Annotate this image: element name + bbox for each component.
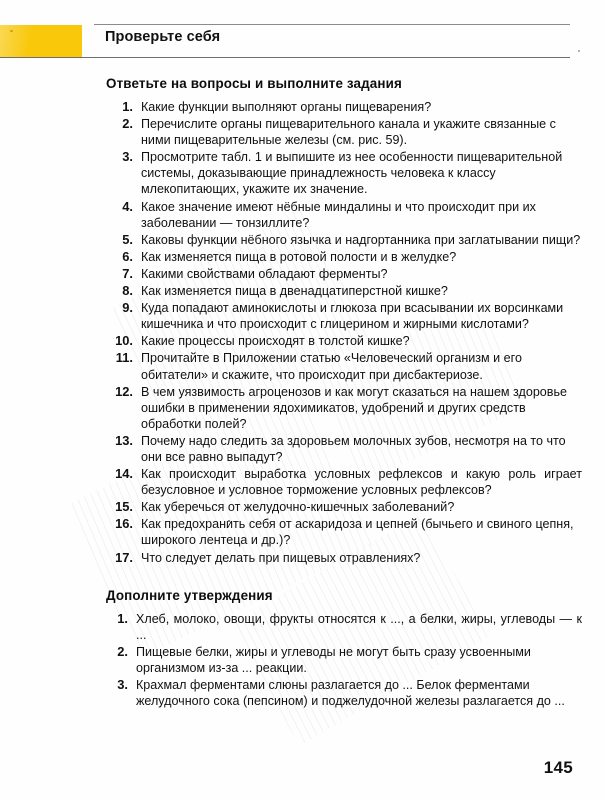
list-item-number: 17. — [115, 549, 133, 565]
list-item — [0, 266, 604, 282]
list-item — [0, 466, 604, 498]
list-item-number: 3. — [122, 149, 133, 165]
list-item — [0, 333, 604, 349]
list-item — [0, 644, 604, 676]
list-item-number: 13. — [115, 432, 133, 448]
list-item-text: Что следует делать при пищевых отравлениях? — [141, 550, 421, 565]
scan-speck — [578, 50, 580, 52]
list-item-text: Просмотрите табл. 1 и выпишите из нее особенности пищеварительной системы, доказывающие принадлежность человека к классу млекопитающих, укажите их значение. — [141, 150, 563, 197]
list-item-text: В чем уязвимость агроценозов и как могут сказаться на нашем здоровье ошибки в применении ядохимикатов, удобрений и других средств обработки полей? — [141, 384, 567, 431]
list-item-number: 8. — [122, 283, 133, 299]
list-item-text: Как предохранить себя от аскаридоза и цепней (бычьего и свиного цепня, широкого лентеца и др.)? — [141, 517, 574, 548]
list-item — [0, 149, 604, 197]
list-item — [0, 611, 604, 643]
list-item — [0, 433, 604, 465]
scan-speck — [10, 30, 13, 32]
list-item-number: 7. — [122, 265, 133, 281]
list-item-text: Как изменяется пища в двенадцатиперстной кишке? — [141, 284, 448, 299]
list-item-number: 11. — [115, 350, 133, 366]
list-item — [0, 199, 604, 231]
list-item-number: 9. — [122, 300, 133, 316]
list-item-number: 2. — [117, 643, 128, 659]
list-item-text: Какие процессы происходят в толстой кишке? — [141, 334, 410, 349]
list-item-text: Как происходит выработка условных рефлексов и какую роль играет безусловное и условное торможение условных рефлексов? — [141, 467, 582, 498]
page-header — [0, 24, 604, 58]
list-item-text: Каковы функции нёбного язычка и надгортанника при заглатывании пищи? — [141, 232, 581, 247]
list-item — [0, 283, 604, 299]
list-item-number: 5. — [122, 231, 133, 247]
list-item — [0, 99, 604, 115]
list-item-number: 16. — [115, 516, 133, 532]
page-title: Проверьте себя — [105, 29, 221, 45]
list-item-number: 10. — [115, 333, 133, 349]
list-item — [0, 300, 604, 332]
list-item-text: Как изменяется пища в ротовой полости и в желудке? — [141, 249, 457, 264]
list-item — [0, 677, 604, 709]
list-item-text: Как уберечься от желудочно-кишечных заболеваний? — [141, 500, 455, 515]
list-item-number: 6. — [122, 248, 133, 264]
list-item-text: Пищевые белки, жиры и углеводы не могут быть сразу усвоенными организмом из-за ... реакции. — [136, 644, 531, 675]
list-item-number: 1. — [122, 99, 133, 114]
list-item-number: 12. — [115, 383, 133, 399]
list-item-text: Какими свойствами обладают ферменты? — [141, 266, 388, 281]
list-item — [0, 249, 604, 265]
page-content — [0, 76, 604, 710]
list-item-text: Крахмал ферментами слюны разлагается до ... Белок ферментами желудочного сока (пепсином) и поджелудочной железы разлагается до ... — [136, 678, 565, 709]
list-item-number: 4. — [122, 198, 133, 214]
list-item-number: 15. — [115, 499, 133, 515]
list-item-text: Куда попадают аминокислоты и глюкоза при всасывании их ворсинками кишечника и что происходит с глицерином и жирными кислотами? — [141, 301, 564, 332]
list-item — [0, 116, 604, 148]
page-number: 145 — [543, 758, 573, 777]
questions-list — [0, 99, 604, 566]
statements-list — [0, 611, 604, 710]
list-item-text: Перечислите органы пищеварительного канала и укажите связанные с ними пищеварительные железы (см. рис. 59). — [141, 117, 556, 148]
list-item-number: 2. — [122, 116, 133, 132]
list-item-text: Какие функции выполняют органы пищеварения? — [141, 100, 432, 114]
header-rule-top — [94, 24, 570, 25]
list-item-text: Какое значение имеют нёбные миндалины и что происходит при их заболевании — тонзиллите? — [141, 199, 536, 230]
list-item-number: 1. — [117, 610, 128, 626]
list-item-number: 14. — [115, 466, 133, 482]
list-item-text: Хлеб, молоко, овощи, фрукты относятся к ..., а белки, жиры, углеводы — к ... — [136, 611, 582, 642]
header-rule-bottom — [0, 57, 570, 58]
list-item — [0, 384, 604, 432]
list-item-text: Прочитайте в Приложении статью «Человеческий организм и его обитатели» и скажите, что происходит при дисбактериозе. — [141, 351, 522, 382]
section-heading-questions: Ответьте на вопросы и выполните задания — [106, 76, 402, 91]
list-item — [0, 499, 604, 515]
section-heading-statements: Дополните утверждения — [106, 587, 273, 603]
list-item — [0, 350, 604, 382]
list-item — [0, 516, 604, 548]
list-item — [0, 550, 604, 566]
list-item — [0, 232, 604, 248]
list-item-text: Почему надо следить за здоровьем молочных зубов, несмотря на то что они все равно выпадут? — [141, 433, 566, 464]
list-item-number: 3. — [117, 677, 128, 692]
